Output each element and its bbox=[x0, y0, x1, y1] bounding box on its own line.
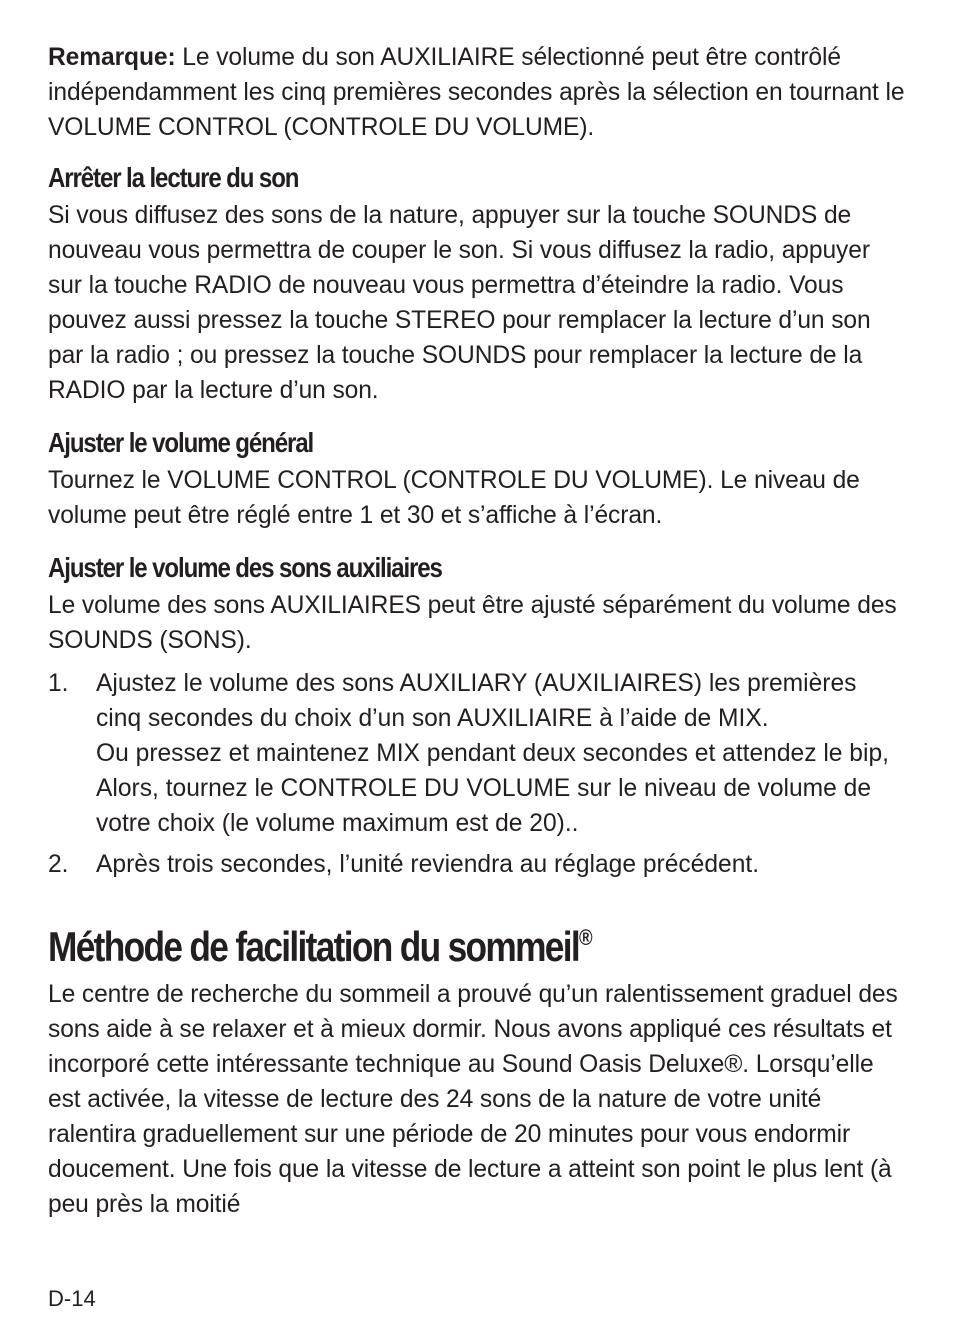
section-body: Tournez le VOLUME CONTROL (CONTROLE DU VOLUME). Le niveau de volume peut être réglé entre 1 et 30 et s’affiche à l’écran. bbox=[48, 467, 860, 529]
step-text-continued: Ou pressez et maintenez MIX pendant deux secondes et attendez le bip, Alors, tournez le CONTROLE DU VOLUME sur le niveau de volume de votre choix (le volume maximum est de 20).. bbox=[96, 740, 889, 837]
section-auxiliary-volume bbox=[48, 548, 908, 882]
note-label: Remarque: bbox=[48, 44, 176, 71]
registered-mark: ® bbox=[578, 925, 591, 950]
step-text: Après trois secondes, l’unité reviendra au réglage précédent. bbox=[96, 851, 760, 878]
steps-list bbox=[48, 666, 908, 882]
section-general-volume bbox=[48, 423, 908, 533]
section-stop-playback bbox=[48, 158, 908, 408]
section-heading: Arrêter la lecture du son bbox=[48, 162, 299, 193]
step-number: 1. bbox=[48, 670, 69, 697]
section-heading: Ajuster le volume des sons auxiliaires bbox=[48, 552, 442, 583]
main-heading-text: Méthode de facilitation du sommeil bbox=[48, 923, 579, 970]
main-body: Le centre de recherche du sommeil a prouvé qu’un ralentissement graduel des sons aide à se relaxer et à mieux dormir. Nous avons appliqué ces résultats et incorporé cette intéressante technique au Sound Oasis Deluxe®. Lorsqu’elle est activée, la vitesse de lecture des 24 sons de la nature de votre unité ralentira graduellement sur une période de 20 minutes pour vous endormir doucement. Une fois que la vitesse de lecture a atteint son point le plus lent (à peu près la moitié bbox=[48, 981, 898, 1218]
section-body: Le volume des sons AUXILIAIRES peut être ajusté séparément du volume des SOUNDS (SONS). bbox=[48, 592, 897, 654]
step-number: 2. bbox=[48, 851, 69, 878]
section-body: Si vous diffusez des sons de la nature, appuyer sur la touche SOUNDS de nouveau vous permettra de couper le son. Si vous diffusez la radio, appuyer sur la touche RADIO de nouveau vous permettra d’éteindre la radio. Vous pouvez aussi pressez la touche STEREO pour remplacer la lecture d’un son par la radio ; ou pressez la touche SOUNDS pour remplacer la lecture de la RADIO par la lecture d’un son. bbox=[48, 202, 871, 404]
list-item bbox=[48, 666, 908, 841]
page-number: D-14 bbox=[48, 1286, 96, 1311]
list-item bbox=[48, 847, 908, 882]
section-heading: Ajuster le volume général bbox=[48, 427, 314, 458]
note-paragraph bbox=[48, 40, 908, 145]
step-text: Ajustez le volume des sons AUXILIARY (AUXILIAIRES) les premières cinq secondes du choix d’un son AUXILIAIRE à l’aide de MIX. bbox=[96, 670, 857, 732]
page-content bbox=[48, 40, 908, 1222]
note-text: Le volume du son AUXILIAIRE sélectionné peut être contrôlé indépendamment les cinq premières secondes après la sélection en tournant le VOLUME CONTROL (CONTROLE DU VOLUME). bbox=[48, 44, 905, 141]
main-heading bbox=[48, 910, 770, 975]
